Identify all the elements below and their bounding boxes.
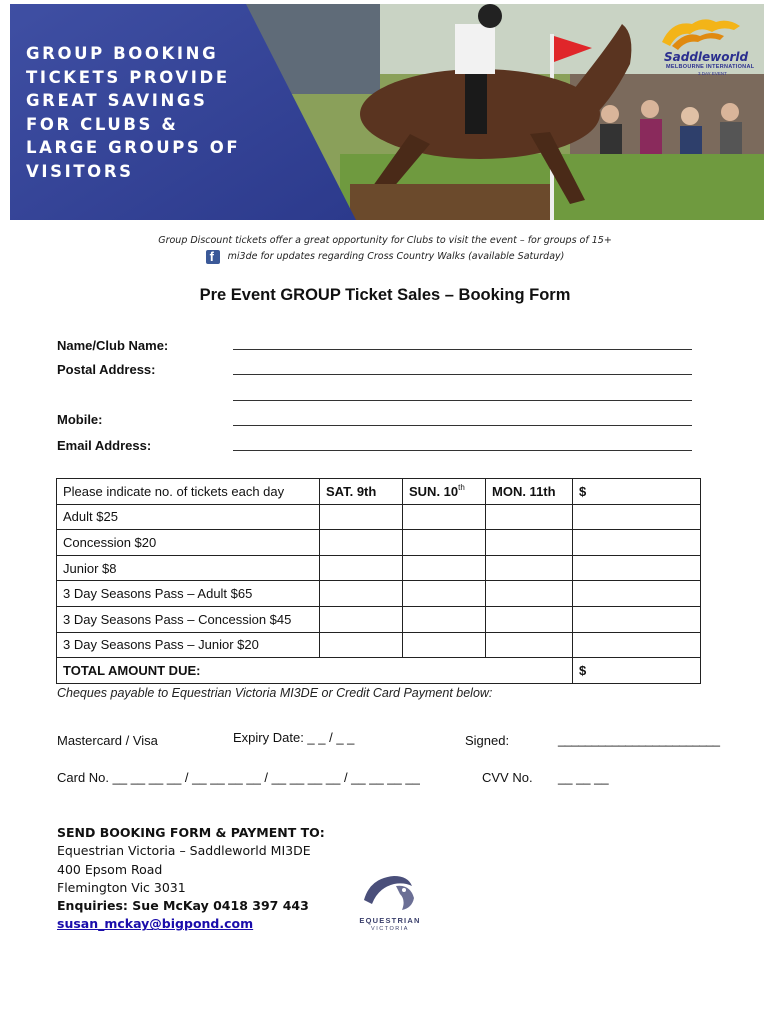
mon-qty-cell[interactable] bbox=[486, 555, 573, 581]
mon-qty-cell[interactable] bbox=[486, 581, 573, 607]
total-amount[interactable]: $ bbox=[573, 658, 701, 684]
headline-line: TICKETS PROVIDE bbox=[26, 67, 230, 87]
mobile-label: Mobile: bbox=[57, 412, 103, 427]
card-number-field[interactable]: Card No. __ __ __ __ / __ __ __ __ / __ __ __ __ / __ __ __ __ bbox=[57, 770, 420, 785]
header-sun bbox=[403, 479, 486, 505]
expiry-field[interactable]: Expiry Date: _ _ / _ _ bbox=[233, 730, 355, 745]
total-label: TOTAL AMOUNT DUE: bbox=[57, 658, 573, 684]
amount-cell[interactable] bbox=[573, 632, 701, 658]
email-link[interactable]: susan_mckay@bigpond.com bbox=[57, 916, 254, 932]
email-field[interactable] bbox=[233, 450, 692, 451]
headline-line: GREAT SAVINGS bbox=[26, 91, 208, 110]
postal-field[interactable] bbox=[233, 374, 692, 375]
header-sun-suffix: th bbox=[458, 482, 465, 492]
ticket-type: 3 Day Seasons Pass – Adult $65 bbox=[57, 581, 320, 607]
intro-line-2: mi3de for updates regarding Cross Country Walks (available Saturday) bbox=[227, 251, 565, 262]
total-row bbox=[57, 658, 701, 684]
postal-field-line-2[interactable] bbox=[233, 400, 692, 401]
sat-qty-cell[interactable] bbox=[320, 530, 403, 556]
address-line: Flemington Vic 3031 bbox=[57, 879, 186, 895]
cvv-field[interactable]: __ __ __ bbox=[558, 770, 609, 785]
address-line: Equestrian Victoria – Saddleworld MI3DE bbox=[57, 843, 311, 859]
ticket-type: Junior $8 bbox=[57, 555, 320, 581]
card-type-label[interactable]: Mastercard / Visa bbox=[57, 733, 158, 748]
table-row bbox=[57, 504, 701, 530]
header-label: Please indicate no. of tickets each day bbox=[57, 479, 320, 505]
sun-qty-cell[interactable] bbox=[403, 504, 486, 530]
table-row bbox=[57, 555, 701, 581]
address-line: 400 Epsom Road bbox=[57, 861, 163, 877]
amount-cell[interactable] bbox=[573, 581, 701, 607]
logo-state: VICTORIA bbox=[371, 926, 409, 932]
email-label: Email Address: bbox=[57, 438, 152, 453]
headline-line: VISITORS bbox=[26, 161, 134, 181]
amount-cell[interactable] bbox=[573, 555, 701, 581]
intro-text bbox=[0, 233, 770, 270]
header-mon: MON. 11th bbox=[486, 479, 573, 505]
cheques-note: Cheques payable to Equestrian Victoria MI3DE or Credit Card Payment below: bbox=[57, 686, 493, 700]
table-row bbox=[57, 581, 701, 607]
sat-qty-cell[interactable] bbox=[320, 606, 403, 632]
table-header-row bbox=[57, 479, 701, 505]
headline-line: LARGE GROUPS OF bbox=[26, 138, 241, 157]
sun-qty-cell[interactable] bbox=[403, 581, 486, 607]
name-label: Name/Club Name: bbox=[57, 338, 169, 353]
mon-qty-cell[interactable] bbox=[486, 632, 573, 658]
sat-qty-cell[interactable] bbox=[320, 581, 403, 607]
horse-head-icon bbox=[352, 870, 428, 914]
sun-qty-cell[interactable] bbox=[403, 632, 486, 658]
intro-line-1: Group Discount tickets offer a great opportunity for Clubs to visit the event – for groups of 15+ bbox=[158, 235, 612, 246]
logo-subtitle-2: 3 DAY EVENT bbox=[698, 71, 727, 76]
enquiries-contact: Enquiries: Sue McKay 0418 397 443 bbox=[57, 898, 309, 914]
amount-cell[interactable] bbox=[573, 530, 701, 556]
page-title: Pre Event GROUP Ticket Sales – Booking Form bbox=[199, 286, 571, 304]
amount-cell[interactable] bbox=[573, 606, 701, 632]
amount-cell[interactable] bbox=[573, 504, 701, 530]
table-row bbox=[57, 530, 701, 556]
sat-qty-cell[interactable] bbox=[320, 555, 403, 581]
ticket-type: Concession $20 bbox=[57, 530, 320, 556]
send-to-block bbox=[57, 824, 325, 934]
name-field[interactable] bbox=[233, 349, 692, 350]
signature-field[interactable]: ________________________ bbox=[558, 732, 720, 747]
facebook-icon[interactable] bbox=[206, 250, 220, 264]
signed-label: Signed: bbox=[465, 733, 510, 748]
sun-qty-cell[interactable] bbox=[403, 555, 486, 581]
ticket-type: 3 Day Seasons Pass – Concession $45 bbox=[57, 606, 320, 632]
saddleworld-logo bbox=[642, 12, 760, 78]
logo-brand: Saddleworld bbox=[664, 50, 749, 64]
mon-qty-cell[interactable] bbox=[486, 530, 573, 556]
intro-line-2-row bbox=[206, 249, 565, 265]
cvv-label: CVV No. bbox=[482, 770, 533, 785]
banner-headline bbox=[26, 42, 266, 183]
header-sun-text: SUN. 10 bbox=[409, 483, 459, 499]
equestrian-victoria-logo bbox=[352, 870, 428, 936]
mobile-field[interactable] bbox=[233, 425, 692, 426]
postal-label: Postal Address: bbox=[57, 362, 156, 377]
ticket-type: 3 Day Seasons Pass – Junior $20 bbox=[57, 632, 320, 658]
header-banner bbox=[10, 4, 764, 220]
sat-qty-cell[interactable] bbox=[320, 504, 403, 530]
logo-name: EQUESTRIAN bbox=[359, 916, 421, 925]
ticket-table bbox=[56, 478, 701, 684]
sat-qty-cell[interactable] bbox=[320, 632, 403, 658]
ticket-type: Adult $25 bbox=[57, 504, 320, 530]
headline-line: GROUP BOOKING bbox=[26, 44, 219, 63]
sun-qty-cell[interactable] bbox=[403, 530, 486, 556]
saddleworld-horses-icon bbox=[642, 12, 760, 52]
table-row bbox=[57, 632, 701, 658]
sun-qty-cell[interactable] bbox=[403, 606, 486, 632]
send-to-heading: SEND BOOKING FORM & PAYMENT TO: bbox=[57, 825, 325, 840]
logo-subtitle: MELBOURNE INTERNATIONAL bbox=[666, 64, 755, 70]
header-sat: SAT. 9th bbox=[320, 479, 403, 505]
mon-qty-cell[interactable] bbox=[486, 504, 573, 530]
mon-qty-cell[interactable] bbox=[486, 606, 573, 632]
headline-line: FOR CLUBS & bbox=[26, 114, 179, 134]
header-amount: $ bbox=[573, 479, 701, 505]
table-row bbox=[57, 606, 701, 632]
